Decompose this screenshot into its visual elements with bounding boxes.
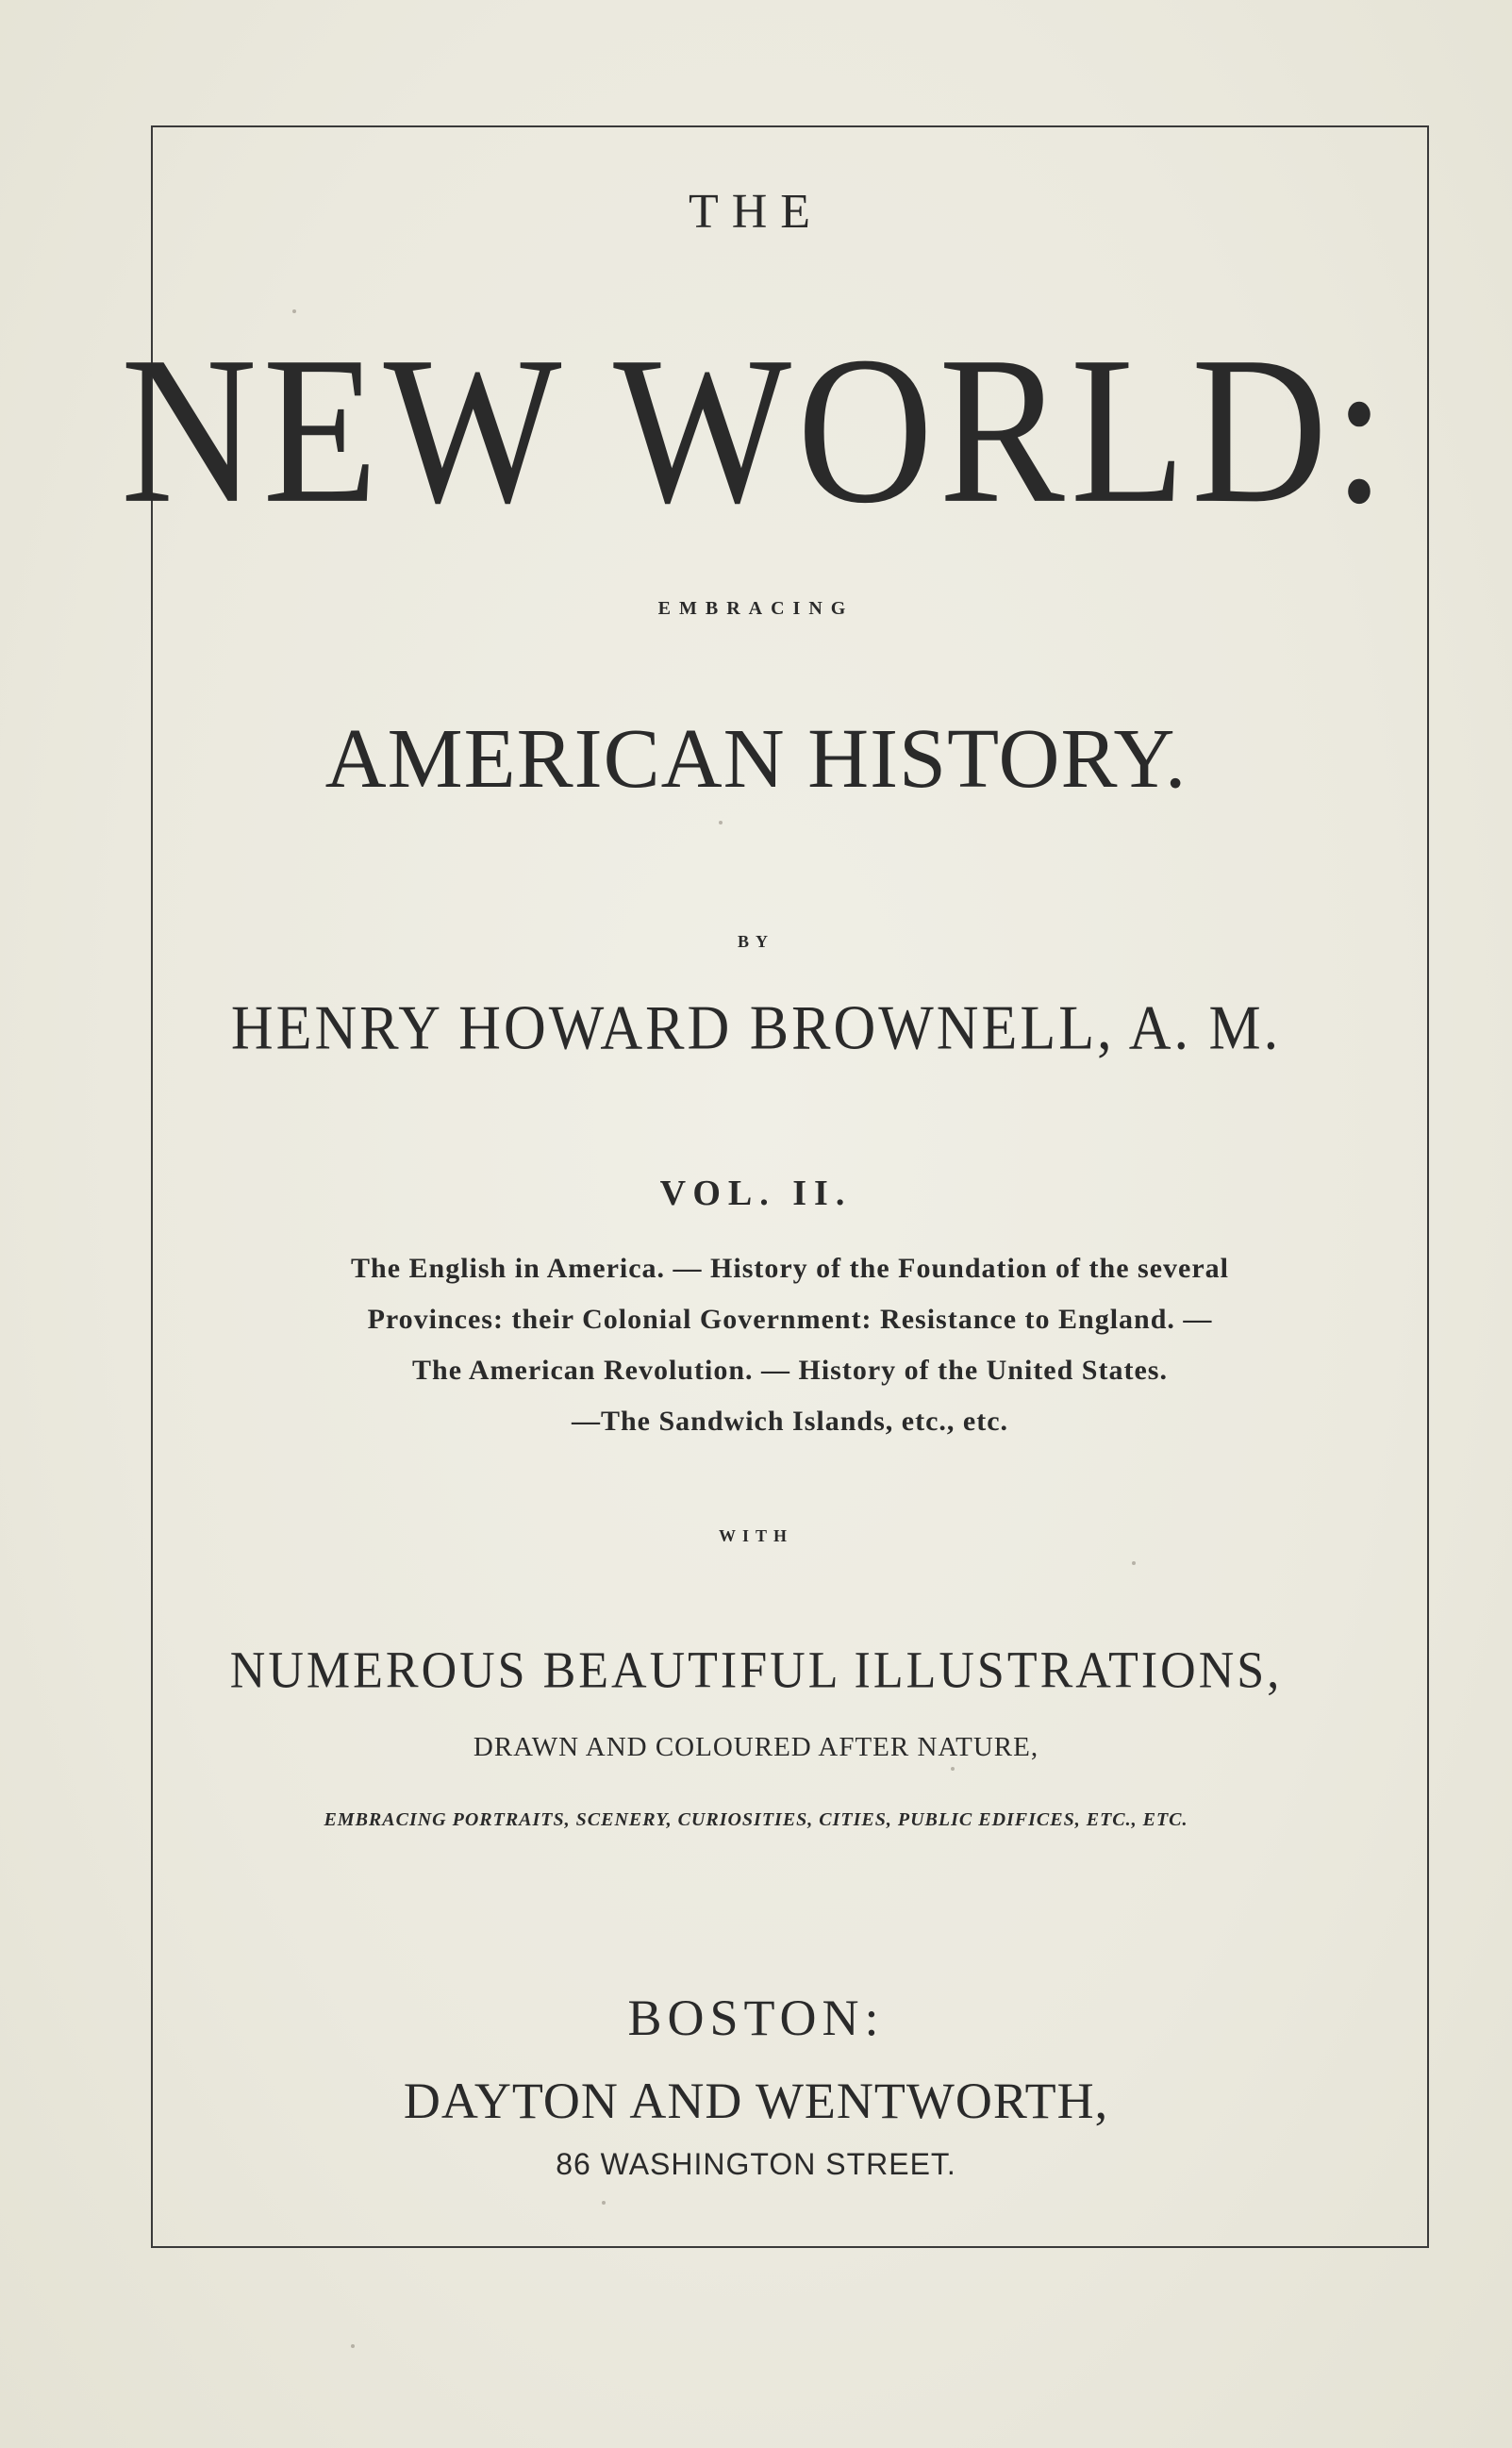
main-title: NEW WORLD: [121,313,1391,548]
paper-speck [602,2201,606,2205]
author-name: HENRY HOWARD BROWNELL, A. M. [230,993,1282,1063]
paper-speck [351,2344,355,2348]
contents-line: —The Sandwich Islands, etc., etc. [571,1406,1009,1437]
illustrations-line: NUMEROUS BEAUTIFUL ILLUSTRATIONS, [229,1642,1283,1699]
paper-speck [1132,1561,1136,1565]
embracing-label: EMBRACING [657,598,855,619]
with-label: WITH [718,1526,793,1545]
paper-speck [719,821,723,824]
publication-city: BOSTON: [627,1990,885,2046]
paper-speck [951,1767,955,1771]
contents-line: The American Revolution. — History of the United States. [412,1355,1168,1386]
embracing-list-line: EMBRACING PORTRAITS, SCENERY, CURIOSITIES, CITIES, PUBLIC EDIFICES, ETC., ETC. [324,1809,1188,1830]
by-label: BY [737,932,774,951]
title-prefix: THE [688,185,824,239]
contents-line: Provinces: their Colonial Government: Resistance to England. — [367,1304,1213,1335]
contents-summary [151,1243,1429,1447]
subtitle: AMERICAN HISTORY. [324,712,1188,806]
publisher-name: DAYTON AND WENTWORTH, [403,2073,1109,2129]
paper-speck [292,309,296,313]
drawn-line: DRAWN AND COLOURED AFTER NATURE, [473,1732,1039,1762]
publisher-address: 86 WASHINGTON STREET. [556,2147,956,2181]
volume-label: VOL. II. [659,1174,853,1213]
contents-line: The English in America. — History of the Foundation of the several [351,1253,1229,1284]
